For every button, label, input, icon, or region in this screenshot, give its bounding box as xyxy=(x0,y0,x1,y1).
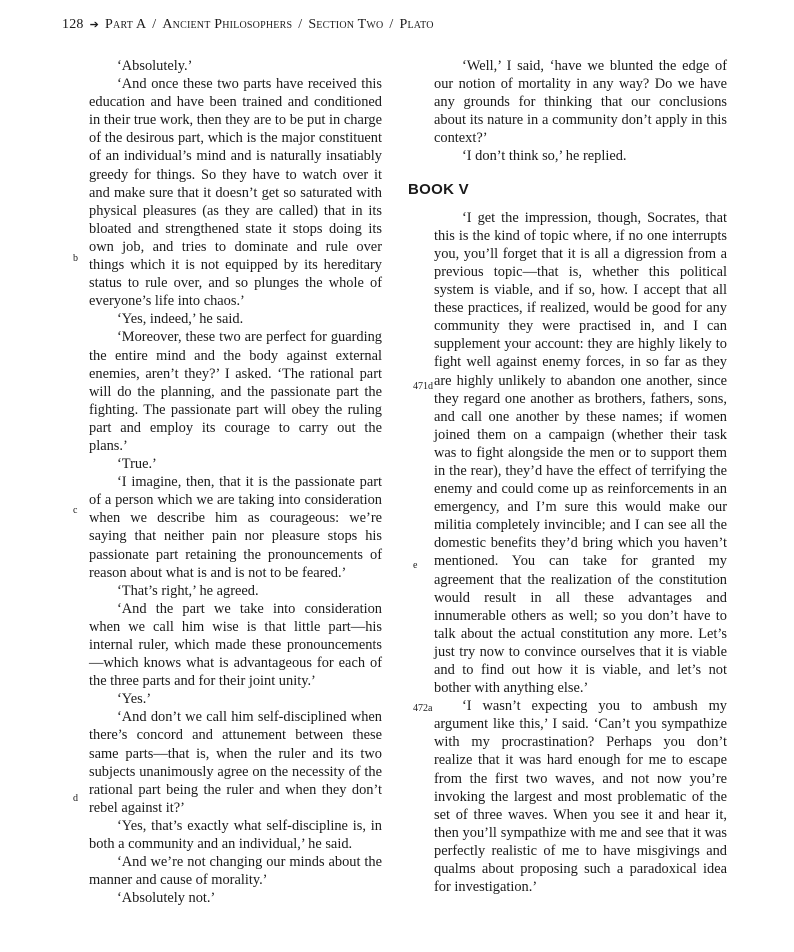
paragraph: ‘Moreover, these two are perfect for guarding the entire mind and the body against external enemies, aren’t they?’ I asked. ‘The rational part will do the planning, and the passionate part the fighting. The passionate part will obey the ruling part and employ its courage to carry out the plans.’ xyxy=(89,329,382,454)
paragraph: ‘And we’re not changing our minds about the manner and cause of morality.’ xyxy=(89,854,382,889)
stephanus-marker: e xyxy=(413,560,418,571)
paragraph: ‘Yes, indeed,’ he said. xyxy=(117,311,244,328)
header-section-title: Ancient Philosophers xyxy=(162,17,293,32)
paragraph: ‘Yes.’ xyxy=(117,691,152,708)
paragraph: ‘I get the impression, though, Socrates, that this is the kind of topic where, if no one interrupts you, you’ll forget that it is all a digression from a previous topic—that is, whether this political system is viable, and if so, how. I accept that all these practices, if realized, would be good for any community they were practised in, and I can supplement your account: they are highly likely to fight well against enemy forces, in so far as they are highly unlikely to abandon one another, since they regard one another as brothers, fathers, sons, and call one another by these names; if women joined them on a campaign (whether their task was to fight alongside the men or to support them in the rear), they’d have the effect of terrifying the enemy and could come up as reinforcements in an emergency, and I’m sure this would make our militia completely invincible; and I can see all the domestic benefits they’d bring which you haven’t mentioned. You can take for granted my agreement that the realization of the constitution would result in all these advantages and innumerable others as well; so you don’t have to talk about the actual constitution any more. Let’s just try now to convince ourselves that it is viable and to find out how it is viable, and let’s not bother with anything else.’ xyxy=(434,209,727,697)
paragraph: ‘Well,’ I said, ‘have we blunted the edge of our notion of mortality in any way? Do we have any grounds for thinking that our conclusions about its nature in a community don’t apply in this context?’ xyxy=(434,58,727,147)
stephanus-marker: c xyxy=(73,505,78,516)
stephanus-marker: b xyxy=(73,253,78,264)
paragraph: ‘And once these two parts have received this education and have been trained and conditioned in their true work, then they are to be put in charge of the desirous part, which is the major constituent of an individual’s mind and is naturally insatiably greedy for things. So they have to watch over it and make sure that it doesn’t get so saturated with physical pleasures (as they are called) that in its bloated and strengthened state it stops doing its own job, and tries to dominate and rule over things which it is not equipped by its hereditary status to rule over, and so plunges the whole of everyone’s life into chaos.’ xyxy=(89,76,382,310)
header-separator: / xyxy=(389,17,394,32)
paragraph: ‘I imagine, then, that it is the passionate part of a person which we are taking into consideration when we describe him as courageous: we’re saying that neither pain nor pleasure stops his passionate part retaining the pronouncements of reason about what is and is not to be feared.’ xyxy=(89,474,382,581)
paragraph: ‘Absolutely not.’ xyxy=(117,890,216,907)
paragraph: ‘And don’t we call him self-disciplined when there’s concord and attunement between these same parts—that is, when the ruler and its two subjects unanimously agree on the necessity of the rational part being the ruler and when they don’t rebel against it?’ xyxy=(89,709,382,816)
paragraph: ‘Absolutely.’ xyxy=(117,58,193,74)
header-section: Section Two xyxy=(308,17,384,32)
paragraph: ‘Yes, that’s exactly what self-discipline is, in both a community and an individual,’ he said. xyxy=(89,817,382,853)
paragraph: ‘I don’t think so,’ he replied. xyxy=(462,148,627,165)
stephanus-marker: 472a xyxy=(413,703,433,714)
header-separator: / xyxy=(298,17,303,32)
stephanus-marker: 471d xyxy=(413,381,433,392)
paragraph: ‘And the part we take into consideration when we call him wise is that little part—his internal ruler, which made these pronouncements—which knows what is advantageous for each of the three parts and for their joint unity.’ xyxy=(89,600,382,690)
paragraph: ‘True.’ xyxy=(117,456,157,473)
running-header xyxy=(62,17,434,33)
book-heading: BOOK V xyxy=(408,180,469,198)
paragraph: ‘I wasn’t expecting you to ambush my argument like this,’ I said. ‘Can’t you sympathize with my procrastination? Perhaps you don’t realize that it was hard enough for me to escape from the first two waves, and not now you’re invoking the largest and most problematic of the set of three waves. When you see it and hear it, then you’ll sympathize with me and see that it was perfectly realistic of me to have misgivings and qualms about proposing such a paradoxical idea for investigation.’ xyxy=(434,698,727,896)
paragraph: ‘That’s right,’ he agreed. xyxy=(117,582,259,599)
header-author: Plato xyxy=(399,17,434,32)
header-separator: / xyxy=(152,17,157,32)
header-part: Part A xyxy=(105,17,147,32)
stephanus-marker: d xyxy=(73,793,78,804)
left-column xyxy=(89,57,382,907)
page-number: 128 xyxy=(62,17,84,32)
arrow-icon: ➔ xyxy=(89,19,100,31)
